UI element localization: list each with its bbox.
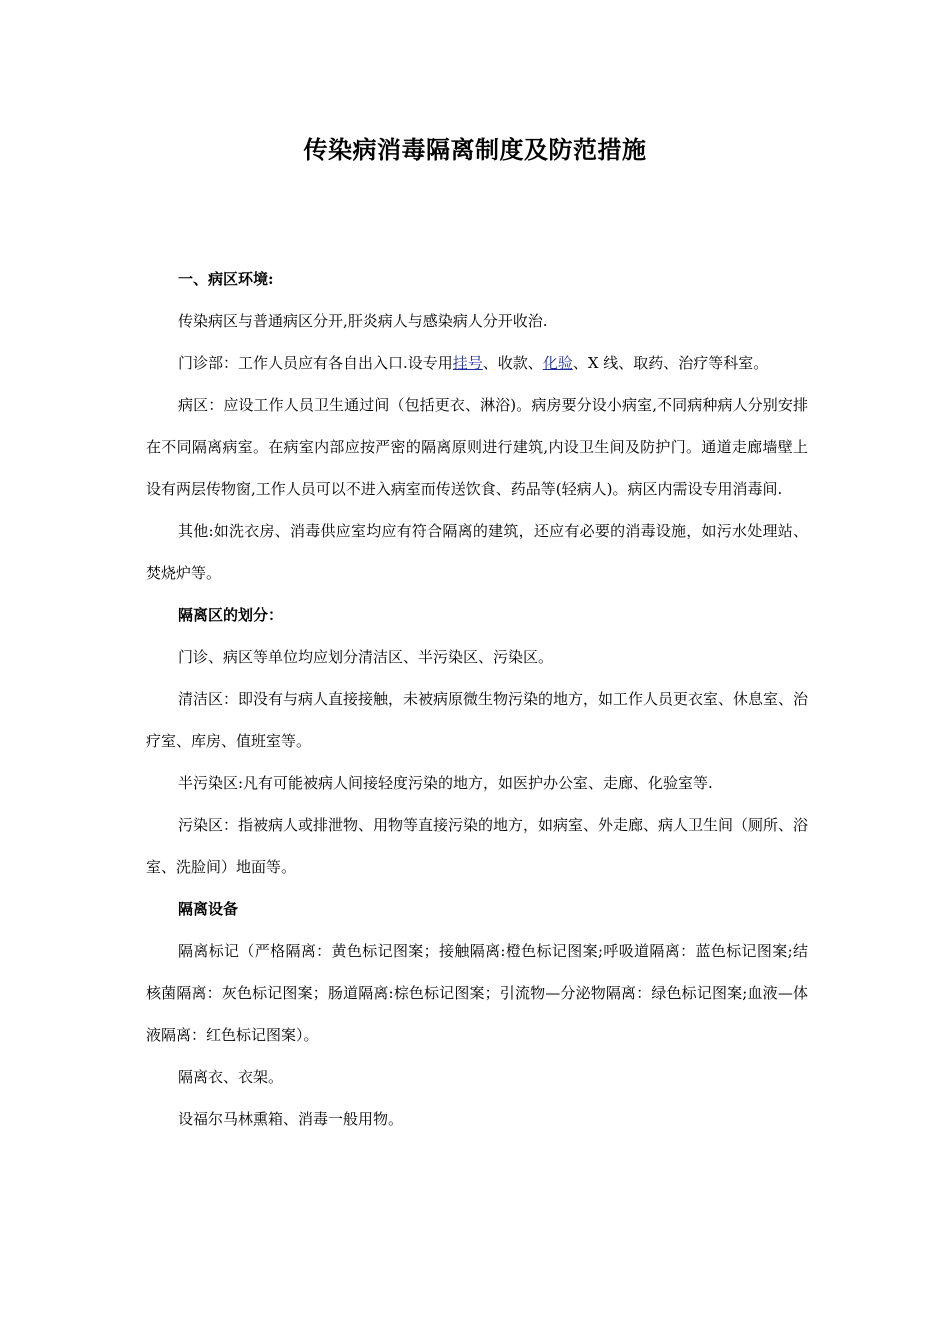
section-heading-isolation-zones: 隔离区的划分： bbox=[178, 606, 284, 624]
paragraph-ward-separation: 传染病区与普通病区分开,肝炎病人与感染病人分开收治. bbox=[178, 312, 548, 330]
paragraph-gowns: 隔离衣、衣架。 bbox=[178, 1068, 284, 1086]
paragraph-isolation-markers: 隔离标记（严格隔离：黄色标记图案；接触隔离:橙色标记图案;呼吸道隔离：蓝色标记图案;结核菌隔离：灰色标记图案；肠道隔离:棕色标记图案；引流物—分泌物隔离：绿色标记图案;血液—体液隔离：红色标记图案）。 bbox=[146, 942, 808, 1044]
section-heading-isolation-equipment: 隔离设备 bbox=[178, 900, 239, 918]
link-laboratory[interactable]: 化验 bbox=[542, 354, 573, 372]
paragraph-contaminated-zone: 污染区：指被病人或排泄物、用物等直接污染的地方，如病室、外走廊、病人卫生间（厕所、浴室、洗脸间）地面等。 bbox=[146, 816, 809, 876]
paragraph-ward: 病区：应设工作人员卫生通过间（包括更衣、淋浴)。病房要分设小病室,不同病种病人分别安排在不同隔离病室。在病室内部应按严密的隔离原则进行建筑,内设卫生间及防护门。通道走廊墙壁上设有两层传物窗,工作人员可以不进入病室而传送饮食、药品等(轻病人)。病区内需设专用消毒间. bbox=[146, 396, 808, 498]
section-heading-ward-environment: 一、病区环境: bbox=[178, 270, 274, 288]
paragraph-other-facilities: 其他:如洗衣房、消毒供应室均应有符合隔离的建筑，还应有必要的消毒设施，如污水处理站、焚烧炉等。 bbox=[146, 522, 808, 582]
paragraph-zone-division: 门诊、病区等单位均应划分清洁区、半污染区、污染区。 bbox=[178, 648, 554, 666]
document-title: 传染病消毒隔离制度及防范措施 bbox=[303, 135, 647, 164]
outpatient-text-pre: 门诊部：工作人员应有各自出入口.设专用 bbox=[178, 354, 453, 372]
paragraph-outpatient bbox=[146, 342, 808, 384]
outpatient-text-mid: 、收款、 bbox=[482, 354, 543, 372]
paragraph-formalin-box: 设福尔马林熏箱、消毒一般用物。 bbox=[178, 1110, 404, 1128]
document-body bbox=[146, 258, 808, 1140]
paragraph-clean-zone: 清洁区：即没有与病人直接接触，未被病原微生物污染的地方，如工作人员更衣室、休息室、治疗室、库房、值班室等。 bbox=[146, 690, 809, 750]
outpatient-text-post: 、X 线、取药、治疗等科室。 bbox=[572, 354, 769, 372]
link-registration[interactable]: 挂号 bbox=[452, 354, 483, 372]
paragraph-semi-contaminated-zone: 半污染区:凡有可能被病人间接轻度污染的地方，如医护办公室、走廊、化验室等. bbox=[178, 774, 713, 792]
